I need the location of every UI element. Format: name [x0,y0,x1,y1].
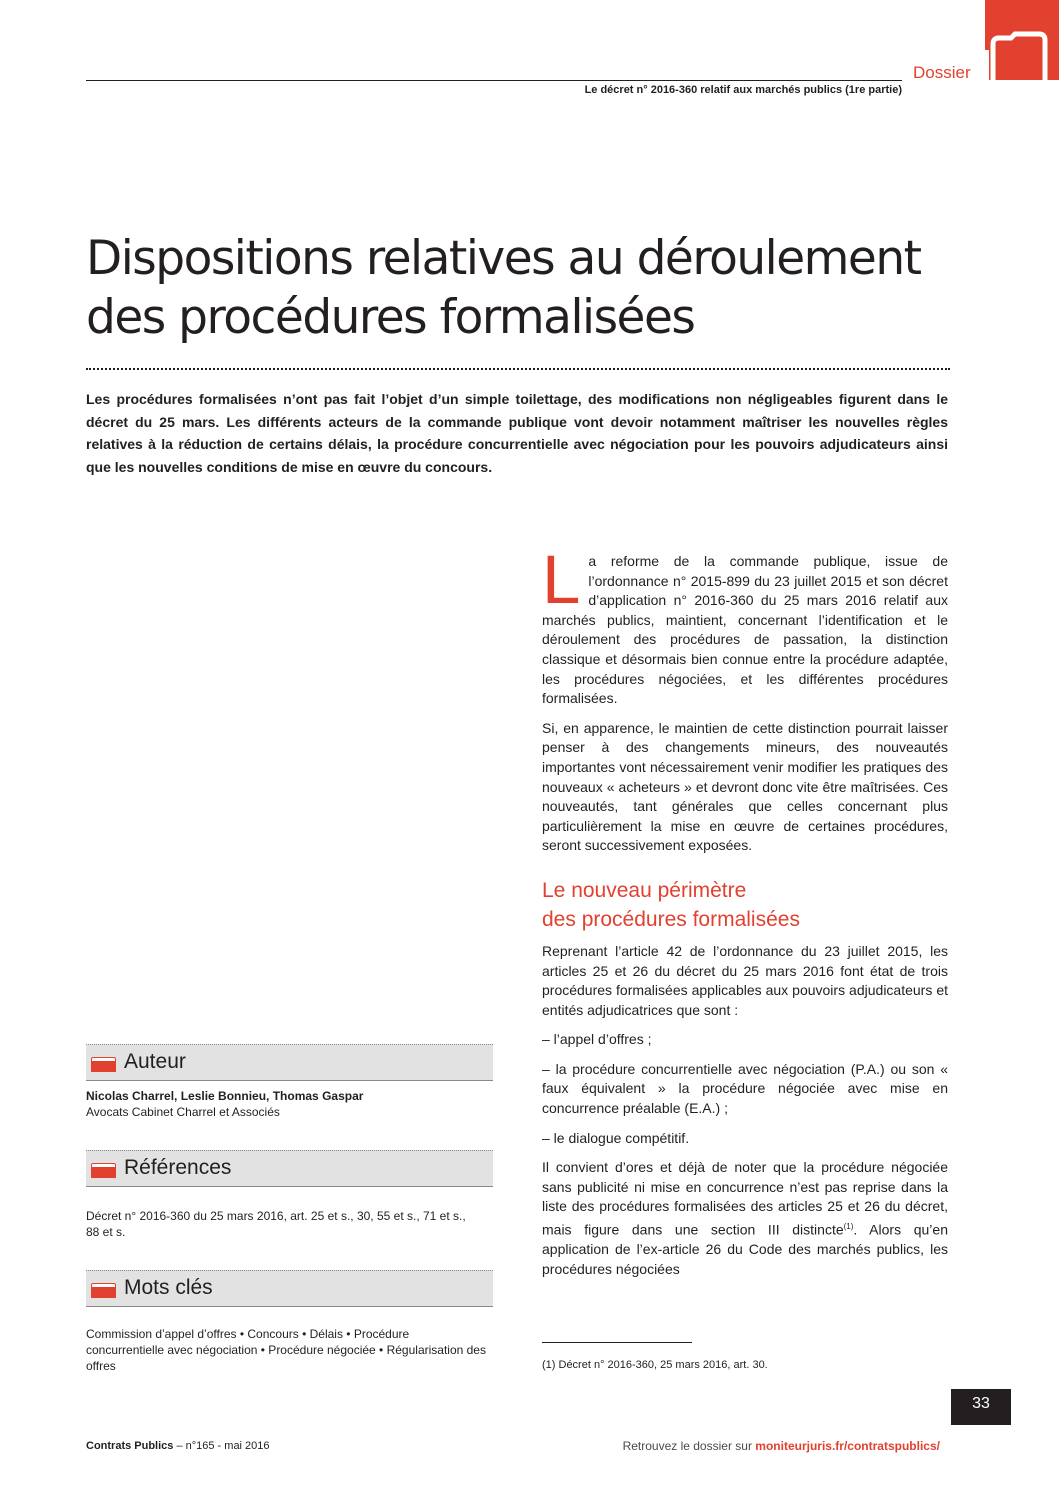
folder-icon [91,1283,116,1297]
author-names: Nicolas Charrel, Leslie Bonnieu, Thomas Gaspar [86,1089,364,1103]
lead-paragraph: Les procédures formalisées n’ont pas fait l’objet d’un simple toilettage, des modifications non négligeables figurent dans le décret du 25 mars. Les différents acteurs de la commande publique vont devoir notamment maîtriser les nouvelles règles relatives à la réduction de certains délais, la procédure concurrentielle avec négociation pour les pouvoirs adjudicateurs ainsi que les nouvelles conditions de mise en œuvre du concours. [86,391,948,475]
header-subtitle: Le décret n° 2016-360 relatif aux marchés publics (1re partie) [584,84,902,96]
paragraph-4-start: Il convient d’ores et déjà de noter que la procédure négociée sans publicité ni mise en concurrence n’est pas reprise dans la liste des procédures formalisées des articles 25 et 26 du décret, mais figure dans une section III distincte [542,1159,948,1238]
folder-icon [91,1163,116,1177]
page-title: Dispositions relatives au déroulement des procédures formalisées [86,231,921,345]
paragraph-1 [542,541,948,709]
sidebar-keywords-title: Mots clés [124,1276,213,1299]
sidebar-keywords-body: Commission d’appel d’offres • Concours • Délais • Procédure concurrentielle avec négociation • Procédure négociée • Régularisation des offres [86,1327,486,1373]
sidebar-author-body [86,1088,486,1120]
header-rule [86,80,902,81]
journal-issue: – n°165 - mai 2016 [173,1440,270,1452]
author-firm: Avocats Cabinet Charrel et Associés [86,1105,280,1119]
section-heading-line-1: Le nouveau périmètre [542,878,747,902]
sidebar-author-title: Auteur [124,1050,186,1073]
paragraph-1-text: a reforme de la commande publique, issue de l’ordonnance n° 2015-899 du 23 juillet 2015 et son décret d’application n° 2016-360 du 25 mars 2016 relatif aux marchés publics, maintient, concernant l’identification et le déroulement des procédures de passation, la distinction classique et désormais bien connue entre la procédure adaptée, les procédures négociées, et les différentes procédures formalisées. [542,553,948,707]
sidebar-references-body: Décret n° 2016-360 du 25 mars 2016, art. 25 et s., 30, 55 et s., 71 et s., 88 et s. [86,1209,466,1239]
footnote-ref[interactable]: (1) [843,1222,854,1232]
sidebar-author-header [86,1044,493,1081]
footer-retrouvez [560,1439,940,1453]
section-heading-line-2: des procédures formalisées [542,907,800,931]
title-divider [86,368,950,370]
folder-tab-icon [985,0,1059,80]
footer-journal [86,1440,270,1452]
journal-name: Contrats Publics [86,1440,174,1452]
sidebar-references-header [86,1150,493,1187]
list-item: – la procédure concurrentielle avec négociation (P.A.) ou son « faux équivalent » la procédure négociée avec mise en concurrence préalable (E.A.) ; [542,1060,948,1117]
folder-icon [91,1057,116,1071]
drop-cap: L [542,541,581,618]
article-body [542,541,948,1289]
retrouvez-text: Retrouvez le dossier sur [622,1439,756,1453]
paragraph-4-end: . Alors qu’en application de l’ex-article 26 du Code des marchés publics, les procédures négociées [542,1221,948,1277]
sidebar-references-title: Références [124,1156,232,1179]
list-item: – le dialogue compétitif. [542,1129,690,1146]
footnote-rule [542,1342,692,1343]
section-label: Dossier [913,63,971,82]
paragraph-3: Reprenant l’article 42 de l’ordonnance du 23 juillet 2015, les articles 25 et 26 du décret du 25 mars 2016 font état de trois procédures formalisées applicables aux pouvoirs adjudicateurs et entités adjudicatrices que sont : [542,942,948,1018]
sidebar-keywords-header [86,1270,493,1307]
dossier-link[interactable]: moniteurjuris.fr/contratspublics/ [755,1439,940,1453]
page-number: 33 [951,1389,1011,1425]
list-item: – l’appel d’offres ; [542,1031,652,1048]
paragraph-2: Si, en apparence, le maintien de cette distinction pourrait laisser penser à des changements mineurs, des nouveautés importantes vont nécessairement venir modifier les pratiques des nouveaux « acheteurs » et devront donc vite être maîtrisées. Ces nouveautés, tant générales que celles concernant plus particulièrement la mise en œuvre de certaines procédures, seront successivement exposées. [542,719,948,854]
footnote: (1) Décret n° 2016-360, 25 mars 2016, art. 30. [542,1359,768,1371]
section-heading [542,876,948,934]
paragraph-4 [542,1158,948,1279]
